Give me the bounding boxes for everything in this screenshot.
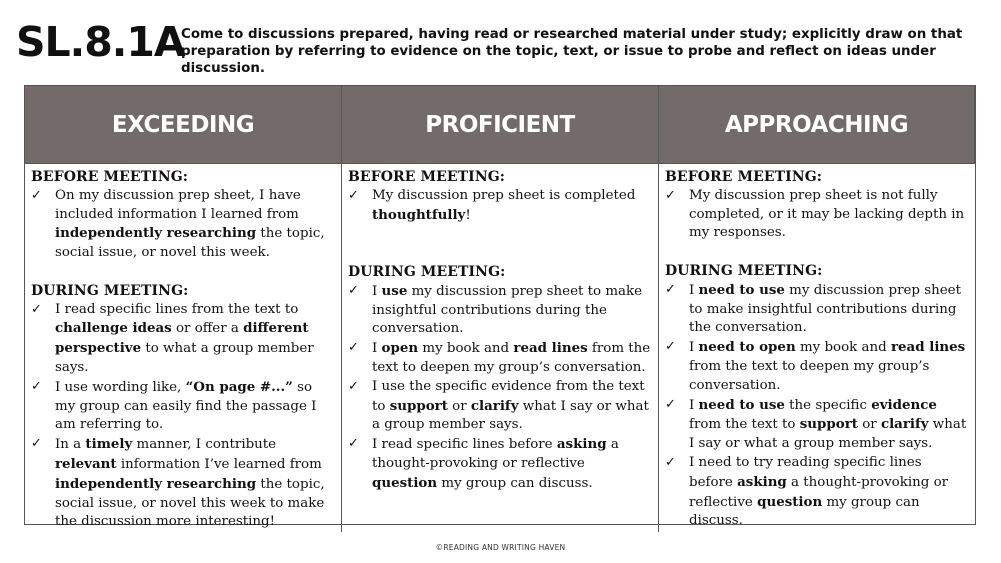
rubric-item (665, 338, 969, 395)
item-text: I use wording like, (55, 379, 186, 395)
item-text: a thought-provoking or reflective (372, 437, 619, 471)
item-text: the specific (784, 397, 872, 413)
rubric-item (665, 187, 969, 243)
item-text: my group can discuss. (689, 494, 920, 529)
approaching-cell (659, 163, 975, 532)
emphasis-text: “On page #...” (185, 378, 293, 395)
emphasis-text: clarify (470, 397, 519, 414)
check-icon: ✓ (665, 454, 676, 470)
item-text: so my group can easily find the passage I am referring to. (55, 379, 317, 433)
emphasis-text: support (799, 416, 858, 433)
standard-description: Come to discussions prepared, having read or researched material under study; explicitly draw on that preparation by referring to evidence on the topic, text, or issue to probe and reflect on ideas under discussion. (181, 27, 963, 76)
before-meeting-label: BEFORE MEETING: (348, 169, 506, 185)
exceeding-cell (25, 163, 342, 532)
item-text: my discussion prep sheet to make insightful contributions during the conversation. (689, 282, 961, 336)
column-header-exceeding: EXCEEDING (25, 86, 342, 163)
item-text: information I’ve learned from (116, 456, 322, 472)
item-text: from the text to deepen my group’s conversation. (689, 358, 930, 393)
rubric-item (348, 339, 652, 378)
during-meeting-label: DURING MEETING: (31, 282, 189, 299)
rubric-item (31, 187, 335, 263)
check-icon: ✓ (665, 396, 676, 412)
before-meeting-list (348, 187, 652, 226)
check-icon: ✓ (665, 339, 676, 355)
check-icon: ✓ (31, 187, 42, 203)
check-icon: ✓ (665, 281, 676, 297)
check-icon: ✓ (348, 436, 359, 452)
item-text: On my discussion prep sheet, I have included information I learned from (55, 187, 301, 222)
item-text: to what a group member says. (55, 341, 314, 375)
emphasis-text: read lines (890, 339, 966, 356)
proficient-cell (342, 163, 659, 532)
check-icon: ✓ (348, 282, 359, 298)
check-icon: ✓ (31, 436, 42, 452)
standard-header (16, 14, 991, 76)
check-icon: ✓ (31, 301, 42, 317)
rubric-item (348, 435, 652, 493)
during-meeting-list (665, 281, 969, 531)
emphasis-text: question (757, 493, 823, 510)
item-text: I read specific lines from the text to (55, 301, 299, 317)
item-text: I (372, 341, 382, 357)
emphasis-text: need to open (698, 339, 796, 356)
rubric-item (31, 301, 335, 378)
before-meeting-list (665, 187, 969, 243)
emphasis-text: open (381, 340, 419, 357)
during-meeting-label: DURING MEETING: (348, 263, 506, 280)
check-icon: ✓ (665, 187, 676, 203)
emphasis-text: use (381, 282, 408, 299)
emphasis-text: question (372, 474, 438, 491)
item-text: I need to try reading specific lines before (689, 454, 922, 490)
before-meeting-label: BEFORE MEETING: (665, 169, 823, 185)
rubric-item (348, 378, 652, 435)
emphasis-text: different perspective (55, 320, 309, 357)
emphasis-text: asking (737, 473, 787, 490)
item-text: the topic, social issue, or novel this week to make the discussion more interesting! (55, 476, 325, 530)
emphasis-text: asking (556, 436, 607, 453)
item-text: a thought-provoking or reflective (689, 474, 949, 510)
check-icon: ✓ (31, 378, 42, 394)
check-icon: ✓ (348, 378, 359, 394)
before-meeting-label: BEFORE MEETING: (31, 169, 189, 185)
item-text: or offer a (171, 321, 244, 337)
item-text: the topic, social issue, or novel this week. (55, 226, 325, 261)
standard-code: SL.8.1A (16, 18, 185, 66)
item-text: from the text to deepen my group’s conversation. (372, 341, 651, 375)
emphasis-text: need to use (698, 281, 785, 298)
item-text: or (447, 398, 471, 414)
during-meeting-list (348, 282, 652, 494)
column-header-approaching: APPROACHING (659, 86, 975, 163)
emphasis-text: thoughtfully (372, 206, 466, 223)
rubric-item (348, 187, 652, 226)
item-text: or (857, 417, 881, 433)
emphasis-text: support (389, 397, 448, 414)
item-text: from the text to (689, 417, 800, 433)
item-text: my group can discuss. (437, 475, 593, 491)
rubric-item (665, 396, 969, 454)
emphasis-text: read lines (513, 340, 588, 357)
emphasis-text: clarify (880, 416, 929, 433)
copyright-credit: ©READING AND WRITING HAVEN (435, 543, 566, 552)
rubric-item (665, 454, 969, 531)
item-text: My discussion prep sheet is not fully completed, or it may be lacking depth in my responses. (689, 187, 965, 241)
emphasis-text: challenge ideas (55, 320, 172, 337)
emphasis-text: relevant (55, 455, 117, 472)
item-text: my book and (795, 340, 891, 356)
item-text: what I say or what a group member says. (689, 417, 967, 452)
check-icon: ✓ (348, 187, 359, 203)
emphasis-text: need to use (698, 396, 785, 413)
during-meeting-label: DURING MEETING: (665, 262, 823, 279)
item-text: I (689, 282, 699, 298)
item-text: manner, I contribute (132, 437, 277, 453)
item-text: My discussion prep sheet is completed (372, 187, 636, 203)
during-meeting-list (31, 301, 335, 533)
emphasis-text: independently researching (55, 475, 257, 492)
item-text: what I say or what a group member says. (372, 398, 649, 433)
item-text: my book and (418, 341, 514, 357)
rubric-item (31, 435, 335, 532)
rubric-table (24, 85, 976, 530)
rubric-item (31, 378, 335, 435)
item-text: I read specific lines before (372, 437, 557, 453)
rubric-item (665, 281, 969, 338)
item-text: ! (465, 207, 471, 223)
column-header-proficient: PROFICIENT (342, 86, 659, 163)
item-text: In a (55, 437, 86, 453)
emphasis-text: independently researching (55, 225, 257, 242)
check-icon: ✓ (348, 340, 359, 356)
item-text: I (372, 283, 382, 299)
rubric-item (348, 282, 652, 339)
item-text: I (689, 397, 699, 413)
emphasis-text: evidence (871, 396, 937, 413)
item-text: I use the specific evidence from the text to (372, 378, 645, 414)
item-text: my discussion prep sheet to make insightful contributions during the conversation. (372, 283, 643, 337)
before-meeting-list (31, 187, 335, 263)
emphasis-text: timely (85, 436, 133, 453)
item-text: I (689, 340, 699, 356)
